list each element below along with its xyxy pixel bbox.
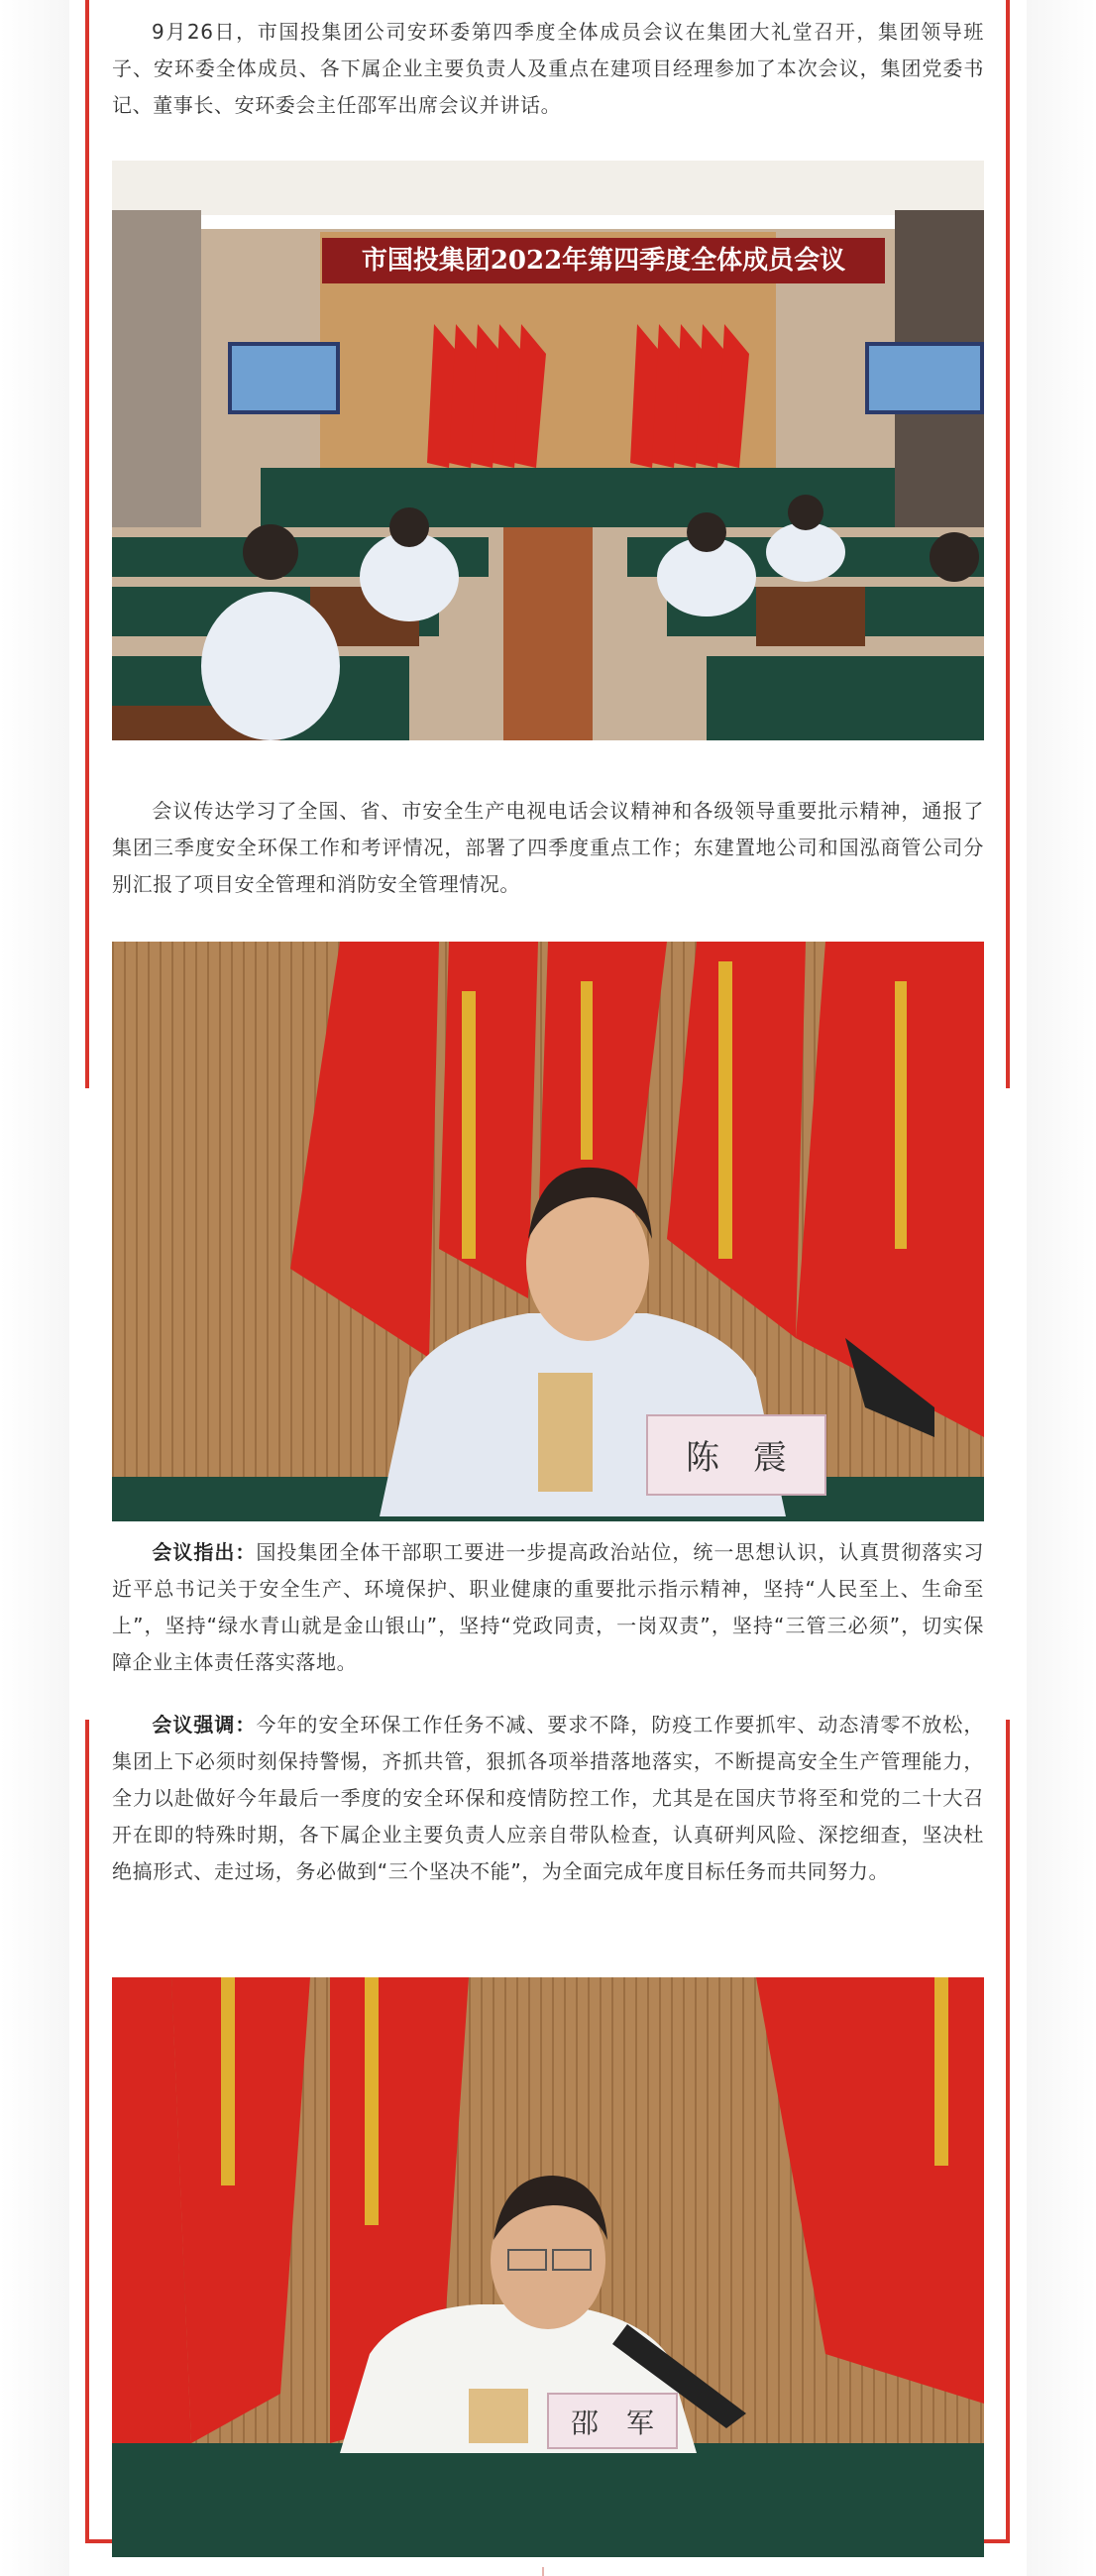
meeting-notes-paragraph	[112, 1534, 984, 1681]
meeting-emphasis-paragraph	[112, 1707, 984, 1890]
nameplate-text-1: 陈 震	[686, 1438, 787, 1478]
meeting-hall-photo	[112, 161, 984, 740]
frame-left-bottom	[85, 1720, 89, 2542]
nameplate-text-2: 邵 军	[570, 2407, 655, 2439]
frame-left-top	[85, 0, 89, 1088]
notes-label: 会议指出：	[152, 1540, 257, 1564]
summary-paragraph	[112, 793, 984, 903]
frame-right-top	[1006, 0, 1010, 1088]
emphasis-text: 今年的安全环保工作任务不减、要求不降，防疫工作要抓牢、动态清零不放松，集团上下必须时刻保持警惕，齐抓共管，狠抓各项举措落地落实，不断提高安全生产管理能力，全力以赴做好今年最后一季度的安全环保和疫情防控工作，尤其是在国庆节将至和党的二十大召开在即的特殊时期，各下属企业主要负责人应亲自带队检查，认真研判风险、深挖细查，坚决杜绝搞形式、走过场，务必做到“三个坚决不能”，为全面完成年度目标任务而共同努力。	[112, 1713, 985, 1883]
speaker-photo-2	[112, 1977, 984, 2557]
bottom-marker	[542, 2567, 544, 2576]
meeting-banner-text: 市国投集团2022年第四季度全体成员会议	[361, 246, 846, 276]
notes-text: 国投集团全体干部职工要进一步提高政治站位，统一思想认识，认真贯彻落实习近平总书记关于安全生产、环境保护、职业健康的重要批示指示精神，坚持“人民至上、生命至上”，坚持“绿水青山就是金山银山”，坚持“党政同责，一岗双责”，坚持“三管三必须”，切实保障企业主体责任落实落地。	[112, 1540, 985, 1674]
intro-paragraph	[112, 14, 984, 124]
emphasis-label: 会议强调：	[152, 1713, 257, 1736]
right-page-margin	[1027, 0, 1096, 2576]
intro-text: 9月26日，市国投集团公司安环委第四季度全体成员会议在集团大礼堂召开，集团领导班子、安环委全体成员、各下属企业主要负责人及重点在建项目经理参加了本次会议，集团党委书记、董事长、安环委会主任邵军出席会议并讲话。	[112, 20, 984, 117]
speaker-photo-1	[112, 942, 984, 1521]
summary-text: 会议传达学习了全国、省、市安全生产电视电话会议精神和各级领导重要批示精神，通报了集团三季度安全环保工作和考评情况，部署了四季度重点工作；东建置地公司和国泓商管公司分别汇报了项目安全管理和消防安全管理情况。	[112, 799, 984, 896]
frame-right-bottom	[1006, 1720, 1010, 2542]
left-page-margin	[0, 0, 69, 2576]
